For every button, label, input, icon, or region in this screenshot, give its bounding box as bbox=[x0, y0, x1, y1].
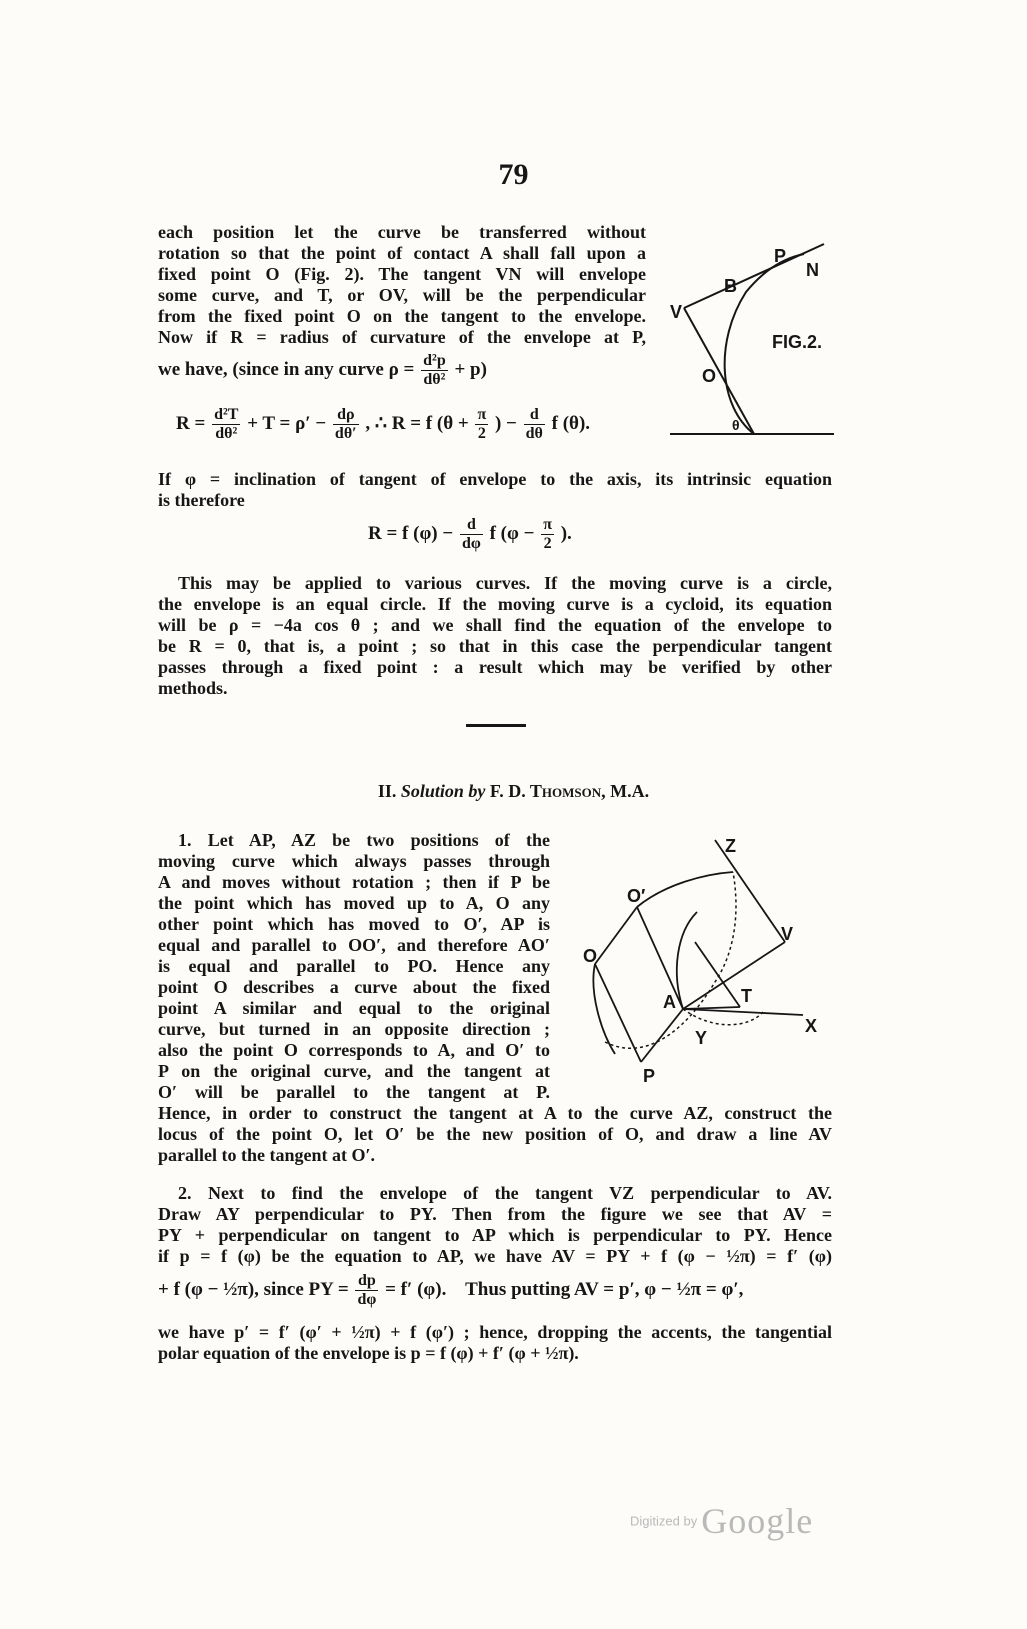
eq4-num: dp bbox=[355, 1272, 378, 1291]
fig3-line-P-A bbox=[641, 1009, 683, 1062]
paragraph-3 bbox=[158, 573, 832, 699]
eq1-prefix: we have, (since in any curve ρ = bbox=[158, 358, 415, 380]
google-logo: Google bbox=[701, 1501, 814, 1541]
eq2-frac2 bbox=[333, 406, 359, 443]
paragraph-2 bbox=[158, 469, 832, 511]
fig2-label-O: O bbox=[702, 366, 717, 386]
equation-3 bbox=[368, 516, 572, 553]
figure-3 bbox=[575, 832, 845, 1092]
fig2-caption: FIG.2. bbox=[772, 332, 823, 352]
text-line: 2. Next to find the envelope of the tangent VZ perpendicular to AV. bbox=[178, 1183, 832, 1203]
eq2-frac2-den: dθ′ bbox=[334, 425, 357, 442]
eq2-mid1: + T = ρ′ − bbox=[247, 412, 327, 434]
text-line: be R = 0, that is, a point ; so that in this case the perpendicular tangent bbox=[158, 636, 832, 656]
fig3-label-V: V bbox=[781, 924, 794, 944]
fig2-label-P: P bbox=[774, 246, 787, 266]
text-line: 1. Let AP, AZ be two positions of the bbox=[178, 830, 550, 850]
eq2-frac4-num: d bbox=[524, 406, 545, 425]
eq4-fraction bbox=[355, 1272, 378, 1309]
digitized-watermark bbox=[630, 1500, 813, 1542]
eq1-suffix: + p) bbox=[454, 358, 487, 380]
text-line: if p = f (φ) be the equation to AP, we have AV = PY + f (φ − ½π) = f′ (φ) bbox=[158, 1246, 832, 1266]
heading-solution: Solution by bbox=[400, 781, 486, 801]
text-line: the point which has moved up to A, O any bbox=[158, 893, 550, 913]
text-line: Hence, in order to construct the tangent at A to the curve AZ, construct the bbox=[158, 1103, 832, 1123]
text-line: each position let the curve be transferred without bbox=[158, 222, 646, 242]
paragraph-6 bbox=[158, 1322, 832, 1364]
text-line: PY + perpendicular on tangent to AP which is perpendicular to PY. Hence bbox=[158, 1225, 832, 1245]
heading-author: F. D. Thomson, M.A. bbox=[489, 781, 650, 801]
text-line: point O describes a curve about the fixed bbox=[158, 977, 550, 997]
text-line: will be ρ = −4a cos θ ; and we shall find the equation of the envelope to bbox=[158, 615, 832, 635]
figure-2 bbox=[664, 222, 864, 452]
eq2-mid3: ) − bbox=[494, 412, 517, 434]
text-line: equal and parallel to OO′, and therefore AO′ bbox=[158, 935, 550, 955]
text-line: fixed point O (Fig. 2). The tangent VN will envelope bbox=[158, 264, 646, 284]
text-line: O′ will be parallel to the tangent at P. bbox=[158, 1082, 550, 1102]
fig2-label-B: B bbox=[724, 276, 737, 296]
eq3-frac1-num: d bbox=[460, 516, 483, 535]
eq3-mid: f (φ − bbox=[489, 522, 535, 544]
paragraph-4b bbox=[158, 1103, 832, 1166]
text-line: the envelope is an equal circle. If the moving curve is a cycloid, its equation bbox=[158, 594, 832, 614]
eq3-end: ). bbox=[560, 522, 572, 544]
section-divider bbox=[466, 724, 526, 727]
eq2-frac1 bbox=[212, 406, 240, 443]
eq1-den: dθ² bbox=[423, 371, 446, 388]
fig3-curve-O bbox=[593, 964, 615, 1054]
eq3-frac1 bbox=[460, 516, 483, 553]
eq2-frac3-num: π bbox=[477, 406, 487, 423]
fig3-line-A-T bbox=[683, 1007, 740, 1009]
text-line: also the point O corresponds to A, and O′ to bbox=[158, 1040, 550, 1060]
eq2-frac4 bbox=[524, 406, 545, 443]
text-line: curve, but turned in an opposite direction ; bbox=[158, 1019, 550, 1039]
eq1-num: d²p bbox=[423, 352, 446, 369]
fig3-label-A: A bbox=[663, 992, 676, 1012]
eq4-suffix: Thus putting AV = p′, φ − ½π = φ′, bbox=[465, 1278, 744, 1300]
eq4-den: dφ bbox=[357, 1291, 377, 1308]
eq2-frac2-num: dρ bbox=[333, 406, 359, 425]
text-line: A and moves without rotation ; then if P be bbox=[158, 872, 550, 892]
digitized-label: Digitized by bbox=[630, 1513, 698, 1529]
text-line: Now if R = radius of curvature of the envelope at P, bbox=[158, 327, 646, 347]
eq2-mid2: , ∴ R = f (θ + bbox=[365, 412, 469, 434]
paragraph-4 bbox=[158, 830, 550, 1103]
equation-2 bbox=[176, 406, 590, 443]
section-heading bbox=[0, 781, 1027, 802]
eq3-frac2-num: π bbox=[543, 516, 552, 533]
eq2-frac1-num: d²T bbox=[214, 406, 239, 423]
equation-4 bbox=[158, 1272, 743, 1309]
eq2-frac3-den: 2 bbox=[477, 425, 486, 442]
fig3-dotted-locus bbox=[605, 872, 736, 1048]
eq3-frac2 bbox=[541, 516, 554, 553]
text-line: methods. bbox=[158, 678, 228, 698]
fig3-label-X: X bbox=[805, 1016, 818, 1036]
eq2-frac4-den: dθ bbox=[525, 425, 543, 442]
eq1-fraction bbox=[421, 352, 448, 389]
text-line: passes through a fixed point : a result which may be verified by other bbox=[158, 657, 832, 677]
fig2-label-theta: θ bbox=[732, 417, 740, 433]
fig3-line-O1-A bbox=[637, 907, 683, 1009]
text-line: If φ = inclination of tangent of envelope to the axis, its intrinsic equation bbox=[158, 469, 832, 489]
eq2-lhs: R = bbox=[176, 412, 206, 434]
text-line: from the fixed point O on the tangent to the envelope. bbox=[158, 306, 646, 326]
eq3-frac2-den: 2 bbox=[543, 535, 552, 552]
text-line: is therefore bbox=[158, 490, 245, 510]
eq3-frac1-den: dφ bbox=[461, 535, 481, 552]
text-line: moving curve which always passes through bbox=[158, 851, 550, 871]
fig3-curve-AZ bbox=[677, 912, 697, 1009]
eq3-lhs: R = f (φ) − bbox=[368, 522, 454, 544]
fig3-label-Z: Z bbox=[725, 836, 736, 856]
text-line: parallel to the tangent at O′. bbox=[158, 1145, 376, 1165]
text-line: P on the original curve, and the tangent at bbox=[158, 1061, 550, 1081]
eq2-frac3 bbox=[475, 406, 488, 443]
text-line: we have p′ = f′ (φ′ + ½π) + f (φ′) ; hence, dropping the accents, the tangential bbox=[158, 1322, 832, 1342]
text-line: some curve, and T, or OV, will be the perpendicular bbox=[158, 285, 646, 305]
fig3-label-O: O bbox=[583, 946, 598, 966]
heading-numeral: II. bbox=[377, 781, 397, 801]
fig3-line-O1-O bbox=[595, 907, 637, 964]
text-line: polar equation of the envelope is p = f (φ) + f′ (φ + ½π). bbox=[158, 1343, 579, 1363]
text-line: other point which has moved to O′, AP is bbox=[158, 914, 550, 934]
fig3-label-T: T bbox=[741, 986, 752, 1006]
fig3-line-A-X bbox=[683, 1009, 803, 1015]
equation-1 bbox=[158, 352, 487, 389]
eq2-end: f (θ). bbox=[551, 412, 591, 434]
page-number: 79 bbox=[498, 158, 529, 191]
text-line: locus of the point O, let O′ be the new position of O, and draw a line AV bbox=[158, 1124, 832, 1144]
fig3-label-Y: Y bbox=[695, 1028, 708, 1048]
text-line: point A similar and equal to the original bbox=[158, 998, 550, 1018]
fig3-label-P: P bbox=[643, 1066, 656, 1086]
fig2-label-N: N bbox=[806, 260, 819, 280]
text-line: rotation so that the point of contact A shall fall upon a bbox=[158, 243, 646, 263]
text-line: Draw AY perpendicular to PY. Then from the figure we see that AV = bbox=[158, 1204, 832, 1224]
eq4-mid: = f′ (φ). bbox=[385, 1278, 447, 1300]
eq4-prefix: + f (φ − ½π), since PY = bbox=[158, 1278, 349, 1300]
text-line: This may be applied to various curves. If the moving curve is a circle, bbox=[178, 573, 832, 593]
fig3-label-O1: O′ bbox=[627, 886, 646, 906]
fig2-label-V: V bbox=[670, 302, 683, 322]
fig2-tangent-line bbox=[684, 308, 754, 434]
text-line: is equal and parallel to PO. Hence any bbox=[158, 956, 550, 976]
fig3-curve-O1-arc bbox=[637, 872, 733, 907]
eq2-frac1-den: dθ² bbox=[215, 425, 238, 442]
paragraph-5 bbox=[158, 1183, 832, 1267]
paragraph-1 bbox=[158, 222, 646, 348]
